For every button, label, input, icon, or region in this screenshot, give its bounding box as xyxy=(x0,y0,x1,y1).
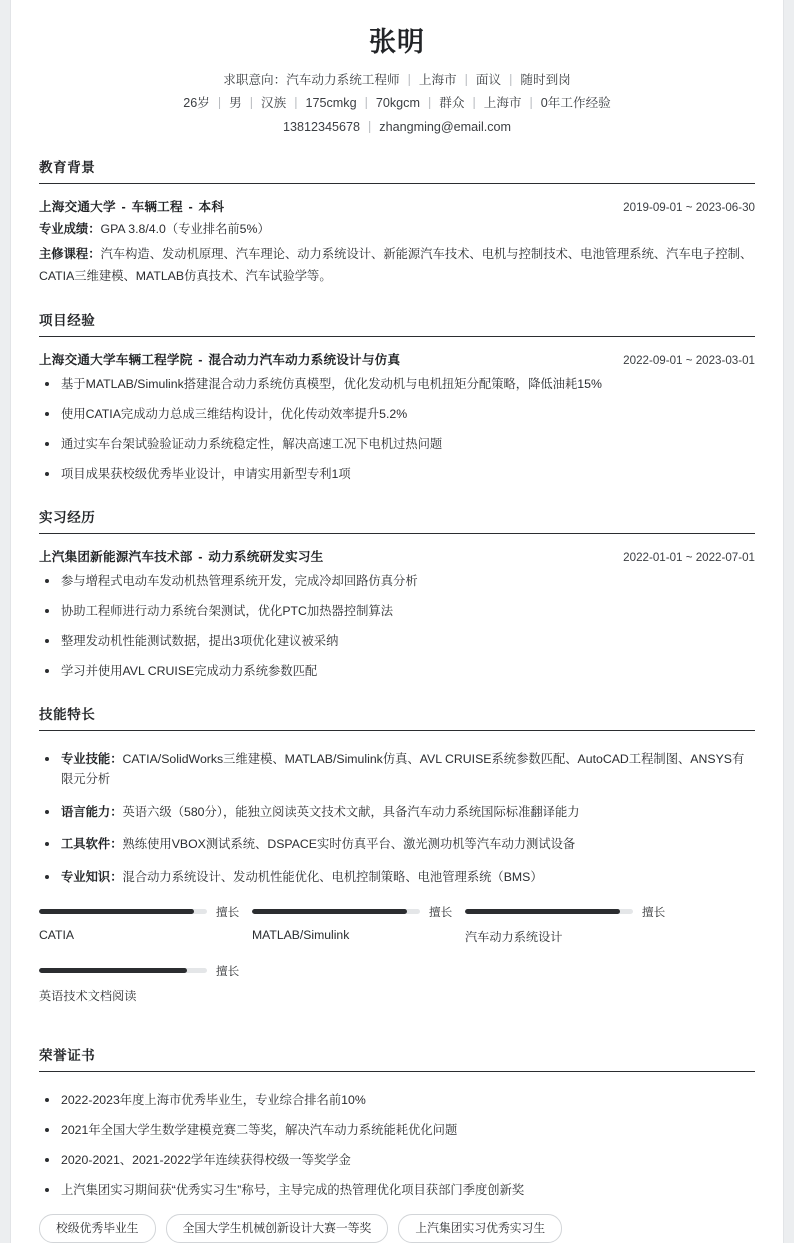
skill-bar-fill xyxy=(39,968,187,973)
divider: | xyxy=(427,95,432,110)
list-item: 项目成果获校级优秀毕业设计，申请实用新型专利1项 xyxy=(39,465,755,484)
section-title-honors: 荣誉证书 xyxy=(39,1047,96,1063)
skill-bar-name: 英语技术文档阅读 xyxy=(39,988,137,1003)
section-internship xyxy=(39,506,755,681)
internship-entry-head xyxy=(39,546,755,565)
contact-email[interactable]: zhangming@email.com xyxy=(379,119,512,134)
resume-page xyxy=(10,0,784,1243)
skills-list xyxy=(39,750,755,887)
honor-tag-group xyxy=(39,1214,755,1243)
list-item: 2020-2021、2021-2022学年连续获得校级一等奖学金 xyxy=(39,1151,755,1170)
list-item: 2021年全国大学生数学建模竞赛二等奖，解决汽车动力系统能耗优化问题 xyxy=(39,1121,755,1140)
title-dash: - xyxy=(194,550,207,565)
project-entry xyxy=(39,349,755,484)
project-entry-head xyxy=(39,349,755,368)
job-intent-city: 上海市 xyxy=(418,72,457,87)
contact-phone[interactable]: 13812345678 xyxy=(282,119,360,134)
section-project xyxy=(39,309,755,484)
title-dash: - xyxy=(117,199,130,214)
skill-bar-name: CATIA xyxy=(39,927,74,942)
contact-line xyxy=(39,121,755,134)
internship-role: 动力系统研发实习生 xyxy=(208,550,324,565)
skill-bar-row xyxy=(465,904,678,920)
divider: | xyxy=(407,72,411,87)
education-date: 2019-09-01 ~ 2023-06-30 xyxy=(623,200,755,214)
list-item: 协助工程师进行动力系统台架测试，优化PTC加热器控制算法 xyxy=(39,602,755,621)
basic-age: 26岁 xyxy=(183,96,210,111)
skill-label: 语言能力： xyxy=(61,804,123,819)
skill-label: 专业技能： xyxy=(61,752,123,767)
skill-bar-name: MATLAB/Simulink xyxy=(252,927,350,942)
skill-bar-item xyxy=(252,904,465,945)
skill-value: CATIA/SolidWorks三维建模、MATLAB/Simulink仿真、AVL CRUISE系统参数匹配、AutoCAD工程制图、ANSYS有限元分析 xyxy=(61,752,745,787)
skill-bar-level: 擅长 xyxy=(216,964,240,978)
divider: | xyxy=(529,95,533,110)
education-courses xyxy=(39,244,755,287)
project-bullet-list xyxy=(39,375,755,484)
skill-bar-track xyxy=(465,909,633,914)
internship-company: 上汽集团新能源汽车技术部 xyxy=(39,550,193,565)
project-date: 2022-09-01 ~ 2023-03-01 xyxy=(623,354,755,368)
job-intent-position: 汽车动力系统工程师 xyxy=(286,72,400,87)
project-name: 混合动力汽车动力系统设计与仿真 xyxy=(208,353,401,368)
section-title-education: 教育背景 xyxy=(39,159,96,175)
section-skills xyxy=(39,703,755,1021)
education-title xyxy=(39,196,224,215)
education-gpa-value: GPA 3.8/4.0（专业排名前5%） xyxy=(100,221,270,236)
list-item: 上汽集团实习期间获“优秀实习生”称号，主导完成的热管理优化项目获部门季度创新奖 xyxy=(39,1181,755,1200)
list-item xyxy=(39,803,755,823)
education-entry-head xyxy=(39,196,755,215)
education-courses-label: 主修课程： xyxy=(39,247,101,262)
divider: | xyxy=(364,95,368,110)
education-gpa-label: 专业成绩： xyxy=(39,221,101,236)
divider: | xyxy=(472,95,476,110)
divider: | xyxy=(294,95,298,110)
basic-ethnicity: 汉族 xyxy=(261,96,287,111)
honor-tag: 全国大学生机械创新设计大赛一等奖 xyxy=(166,1214,389,1243)
list-item xyxy=(39,835,755,855)
education-school: 上海交通大学 xyxy=(39,199,116,214)
basic-location: 上海市 xyxy=(483,96,522,111)
honors-bullet-list xyxy=(39,1091,755,1200)
skill-bar-item xyxy=(39,904,252,945)
divider: | xyxy=(464,72,468,87)
skill-value: 熟练使用VBOX测试系统、DSPACE实时仿真平台、激光测功机等汽车动力测试设备 xyxy=(122,837,576,852)
honor-tag: 校级优秀毕业生 xyxy=(39,1214,156,1243)
basic-height: 175cmkg xyxy=(305,96,357,111)
education-degree: 本科 xyxy=(198,199,225,214)
list-item: 使用CATIA完成动力总成三维结构设计，优化传动效率提升5.2% xyxy=(39,405,755,424)
project-org: 上海交通大学车辆工程学院 xyxy=(39,353,193,368)
basic-experience: 0年工作经验 xyxy=(540,96,611,111)
resume-header xyxy=(39,0,755,134)
divider: | xyxy=(249,95,253,110)
list-item: 整理发动机性能测试数据，提出3项优化建议被采纳 xyxy=(39,632,755,651)
title-dash: - xyxy=(194,353,207,368)
title-dash: - xyxy=(184,199,197,214)
skill-bar-level: 擅长 xyxy=(216,905,240,919)
list-item xyxy=(39,868,755,888)
section-title-internship: 实习经历 xyxy=(39,510,96,526)
section-honors xyxy=(39,1044,755,1243)
honor-tag: 上汽集团实习优秀实习生 xyxy=(398,1214,562,1243)
project-title xyxy=(39,349,400,368)
divider: | xyxy=(217,95,222,110)
skill-bar-row xyxy=(39,963,252,979)
education-entry xyxy=(39,196,755,288)
divider: | xyxy=(509,72,513,87)
list-item: 参与增程式电动车发动机热管理系统开发，完成冷却回路仿真分析 xyxy=(39,572,755,591)
section-education xyxy=(39,156,755,288)
skill-bar-fill xyxy=(39,909,194,914)
basic-weight: 70kgcm xyxy=(375,96,420,111)
basic-gender: 男 xyxy=(229,96,242,111)
section-title-project: 项目经验 xyxy=(39,313,96,329)
skill-bar-item xyxy=(39,963,252,1004)
list-item: 基于MATLAB/Simulink搭建混合动力系统仿真模型，优化发动机与电机扭矩分配策略，降低油耗15% xyxy=(39,375,755,394)
internship-entry xyxy=(39,546,755,681)
skill-value: 英语六级（580分），能独立阅读英文技术文献，具备汽车动力系统国际标准翻译能力 xyxy=(122,804,580,819)
skill-bar-row xyxy=(252,904,465,920)
internship-title xyxy=(39,546,323,565)
skill-bar-track xyxy=(39,909,207,914)
job-intent-salary: 面议 xyxy=(475,72,502,87)
skill-bar-row xyxy=(39,904,252,920)
section-title-skills: 技能特长 xyxy=(39,707,96,723)
internship-date: 2022-01-01 ~ 2022-07-01 xyxy=(623,551,755,565)
basic-info-line xyxy=(39,97,755,110)
skill-value: 混合动力系统设计、发动机性能优化、电机控制策略、电池管理系统（BMS） xyxy=(122,870,543,885)
skill-label: 专业知识： xyxy=(61,870,123,885)
skill-bar-level: 擅长 xyxy=(642,905,666,919)
list-item: 2022-2023年度上海市优秀毕业生，专业综合排名前10% xyxy=(39,1091,755,1110)
skill-bar-track xyxy=(252,909,420,914)
divider: | xyxy=(367,119,372,134)
skill-bar-track xyxy=(39,968,207,973)
candidate-name: 张明 xyxy=(369,27,425,57)
list-item: 通过实车台架试验验证动力系统稳定性，解决高速工况下电机过热问题 xyxy=(39,435,755,454)
skill-bar-item xyxy=(465,904,678,945)
basic-political-status: 群众 xyxy=(439,96,465,111)
list-item: 学习并使用AVL CRUISE完成动力系统参数匹配 xyxy=(39,662,755,681)
skill-bar-fill xyxy=(465,909,620,914)
education-courses-value: 汽车构造、发动机原理、汽车理论、动力系统设计、新能源汽车技术、电机与控制技术、电池管理系统、汽车电子控制、CATIA三维建模、MATLAB仿真技术、汽车试验学等。 xyxy=(39,247,753,283)
education-gpa xyxy=(39,219,755,241)
skill-bar-fill xyxy=(252,909,407,914)
job-intent-availability: 随时到岗 xyxy=(520,72,571,87)
skill-label: 工具软件： xyxy=(61,837,123,852)
list-item xyxy=(39,750,755,789)
job-intent-label: 求职意向： xyxy=(223,72,287,87)
internship-bullet-list xyxy=(39,572,755,681)
skill-bar-group xyxy=(39,904,755,1022)
skill-bar-name: 汽车动力系统设计 xyxy=(465,929,563,944)
education-major: 车辆工程 xyxy=(131,199,183,214)
job-intent-line xyxy=(39,74,755,87)
skill-bar-level: 擅长 xyxy=(429,905,453,919)
